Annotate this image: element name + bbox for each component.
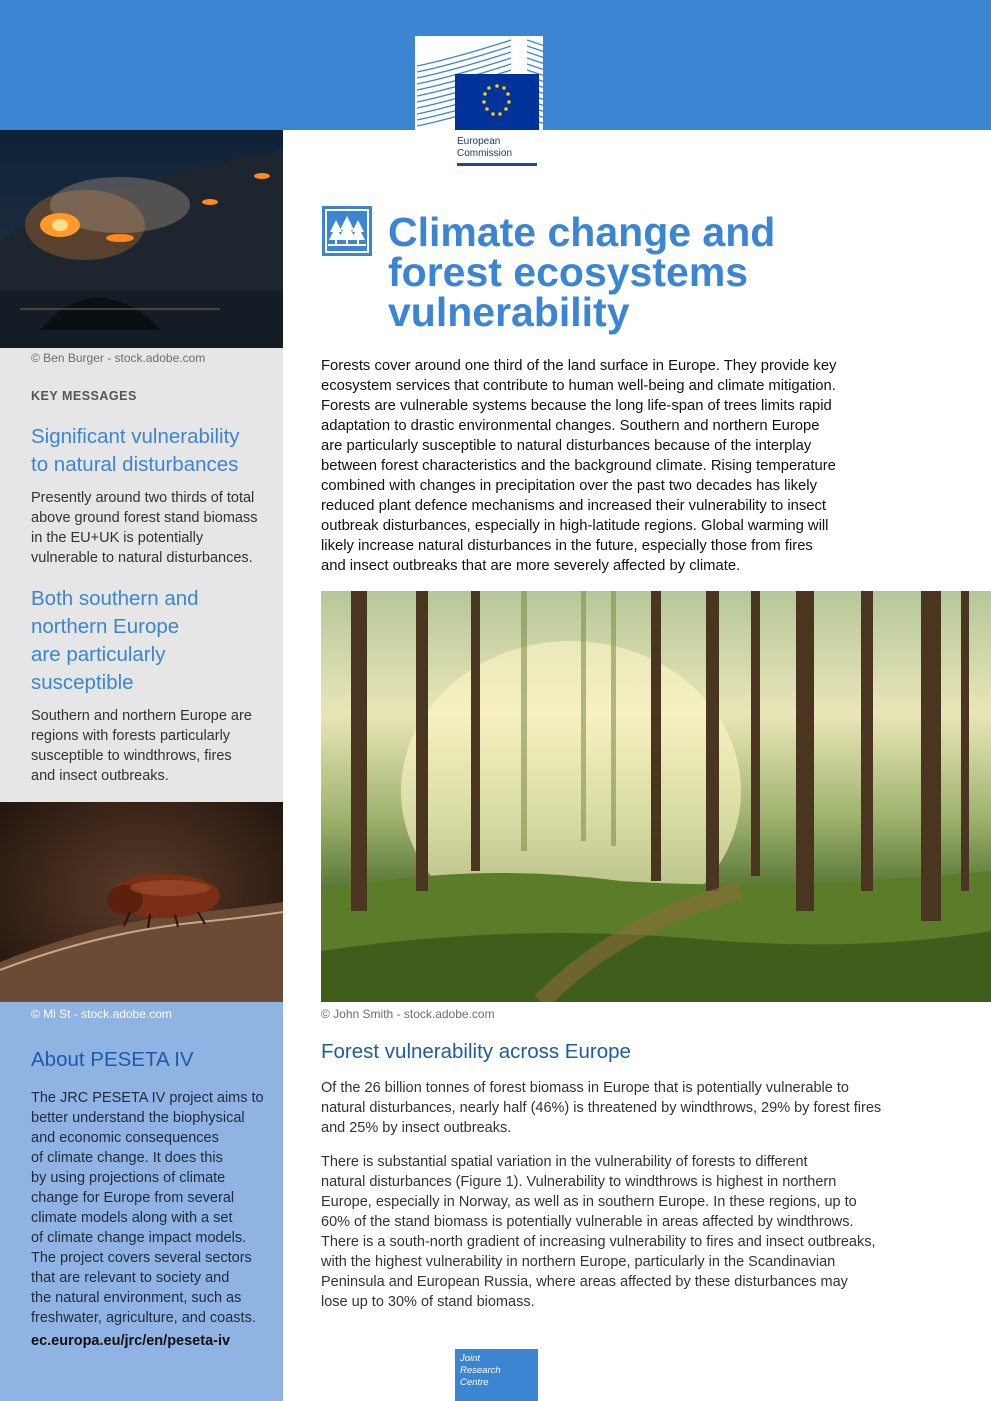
paragraph-2-line: with the highest vulnerability in northern Europe, particularly in the Scandinavian (321, 1254, 836, 1270)
forest-photo-credit: © John Smith - stock.adobe.com (321, 1007, 495, 1021)
message-2-heading-line: Both southern and (31, 587, 199, 610)
about-text-line: climate models along with a set (31, 1210, 233, 1226)
page-title-line: vulnerability (388, 289, 630, 335)
logo-underline (457, 163, 537, 166)
about-text-line: The project covers several sectors (31, 1250, 252, 1266)
message-2-text (31, 706, 267, 786)
berlaymont-building-icon (415, 36, 543, 132)
page-title-line: forest ecosystems (388, 249, 749, 295)
about-text-line: and economic consequences (31, 1130, 219, 1146)
photo-credit-bottom: © Mi St - stock.adobe.com (31, 1007, 172, 1021)
message-2-text-line: and insect outbreaks. (31, 768, 169, 784)
paragraph-1-line: and 25% by insect outbreaks. (321, 1120, 512, 1136)
message-2-heading-line: susceptible (31, 671, 134, 694)
intro-line: are particularly susceptible to natural disturbances because of the interplay (321, 438, 812, 454)
message-1-text-line: Presently around two thirds of total (31, 490, 255, 506)
page-title-line: Climate change and (388, 209, 776, 255)
intro-line: reduced plant defence mechanisms and increased their vulnerability to insect (321, 498, 827, 514)
key-messages-label: KEY MESSAGES (31, 389, 137, 403)
about-text-line: change for Europe from several (31, 1190, 235, 1206)
message-1-text-line: vulnerable to natural disturbances. (31, 550, 253, 566)
about-text-line: that are relevant to society and (31, 1270, 230, 1286)
jrc-line: Centre (460, 1377, 489, 1388)
about-text-line: by using projections of climate (31, 1170, 226, 1186)
about-text-line: of climate change. It does this (31, 1150, 223, 1166)
logo-line-1: European (457, 136, 501, 147)
forest-photo (321, 591, 991, 1002)
jrc-line: Research (460, 1365, 501, 1376)
message-1-heading (31, 423, 240, 479)
photo-credit-top: © Ben Burger - stock.adobe.com (31, 351, 206, 365)
paragraph-1 (321, 1078, 921, 1138)
intro-line: likely increase natural disturbances in the future, especially those from fires (321, 538, 813, 554)
message-1-text-line: above ground forest stand biomass (31, 510, 258, 526)
bark-beetle-photo (0, 802, 283, 1002)
paragraph-2-line: natural disturbances (Figure 1). Vulnerability to windthrows is highest in northern (321, 1174, 837, 1190)
peseta-link[interactable]: ec.europa.eu/jrc/en/peseta-iv (31, 1333, 231, 1349)
intro-line: adaptation to drastic environmental changes. Southern and northern Europe (321, 418, 820, 434)
intro-line: combined with changes in precipitation over the past two decades has likely (321, 478, 817, 494)
paragraph-1-line: Of the 26 billion tonnes of forest biomass in Europe that is potentially vulnerable to (321, 1080, 849, 1096)
paragraph-2-line: lose up to 30% of stand biomass. (321, 1294, 535, 1310)
intro-line: ecosystem services that contribute to human well-being and climate mitigation. (321, 378, 836, 394)
european-commission-logo (415, 36, 543, 170)
paragraph-2-line: Europe, especially in Norway, as well as in southern Europe. In these regions, up to (321, 1194, 857, 1210)
about-text-line: of climate change impact models. (31, 1230, 247, 1246)
paragraph-2-line: Peninsula and European Russia, where areas affected by these disturbances may (321, 1274, 848, 1290)
message-2-heading-line: are particularly (31, 643, 166, 666)
intro-line: Forests cover around one third of the land surface in Europe. They provide key (321, 358, 837, 374)
message-1-heading-line: to natural disturbances (31, 453, 239, 476)
message-2-text-line: Southern and northern Europe are (31, 708, 252, 724)
message-2-heading (31, 585, 199, 697)
paragraph-1-line: natural disturbances, nearly half (46%) is threatened by windthrows, 29% by forest fires (321, 1100, 882, 1116)
forest-icon (322, 206, 372, 256)
wildfire-illustration (0, 130, 283, 348)
intro-line: Forests are vulnerable systems because the long life-span of trees limits rapid (321, 398, 832, 414)
about-text-line: The JRC PESETA IV project aims to (31, 1090, 264, 1106)
intro-paragraph (321, 356, 961, 576)
about-text (31, 1088, 267, 1328)
about-heading: About PESETA IV (31, 1048, 194, 1071)
page-title (388, 209, 948, 335)
logo-line-2: Commission (457, 148, 513, 159)
paragraph-2 (321, 1152, 921, 1312)
wildfire-photo (0, 130, 283, 348)
intro-line: outbreak disturbances, especially in high-latitude regions. Global warming will (321, 518, 829, 534)
message-2-heading-line: northern Europe (31, 615, 180, 638)
paragraph-2-line: 60% of the stand biomass is potentially vulnerable in areas affected by windthrows. (321, 1214, 854, 1230)
bark-beetle-illustration (0, 802, 283, 1002)
message-2-text-line: regions with forests particularly (31, 728, 231, 744)
paragraph-2-line: There is a south-north gradient of increasing vulnerability to fires and insect outbreaks, (321, 1234, 876, 1250)
about-text-line: freshwater, agriculture, and coasts. (31, 1310, 256, 1326)
jrc-line: Joint (460, 1353, 481, 1364)
message-1-text-line: in the EU+UK is potentially (31, 530, 204, 546)
intro-line: between forest characteristics and the background climate. Rising temperature (321, 458, 836, 474)
message-2-text-line: susceptible to windthrows, fires (31, 748, 232, 764)
intro-line: and insect outbreaks that are more severely affected by climate. (321, 558, 741, 574)
section-heading: Forest vulnerability across Europe (321, 1040, 631, 1063)
message-1-heading-line: Significant vulnerability (31, 425, 240, 448)
jrc-badge-text (460, 1353, 501, 1389)
paragraph-2-line: There is substantial spatial variation in the vulnerability of forests to different (321, 1154, 808, 1170)
about-text-line: the natural environment, such as (31, 1290, 242, 1306)
about-text-line: better understand the biophysical (31, 1110, 245, 1126)
forest-illustration (321, 591, 991, 1002)
logo-wordmark (457, 136, 512, 160)
message-1-text (31, 488, 267, 568)
